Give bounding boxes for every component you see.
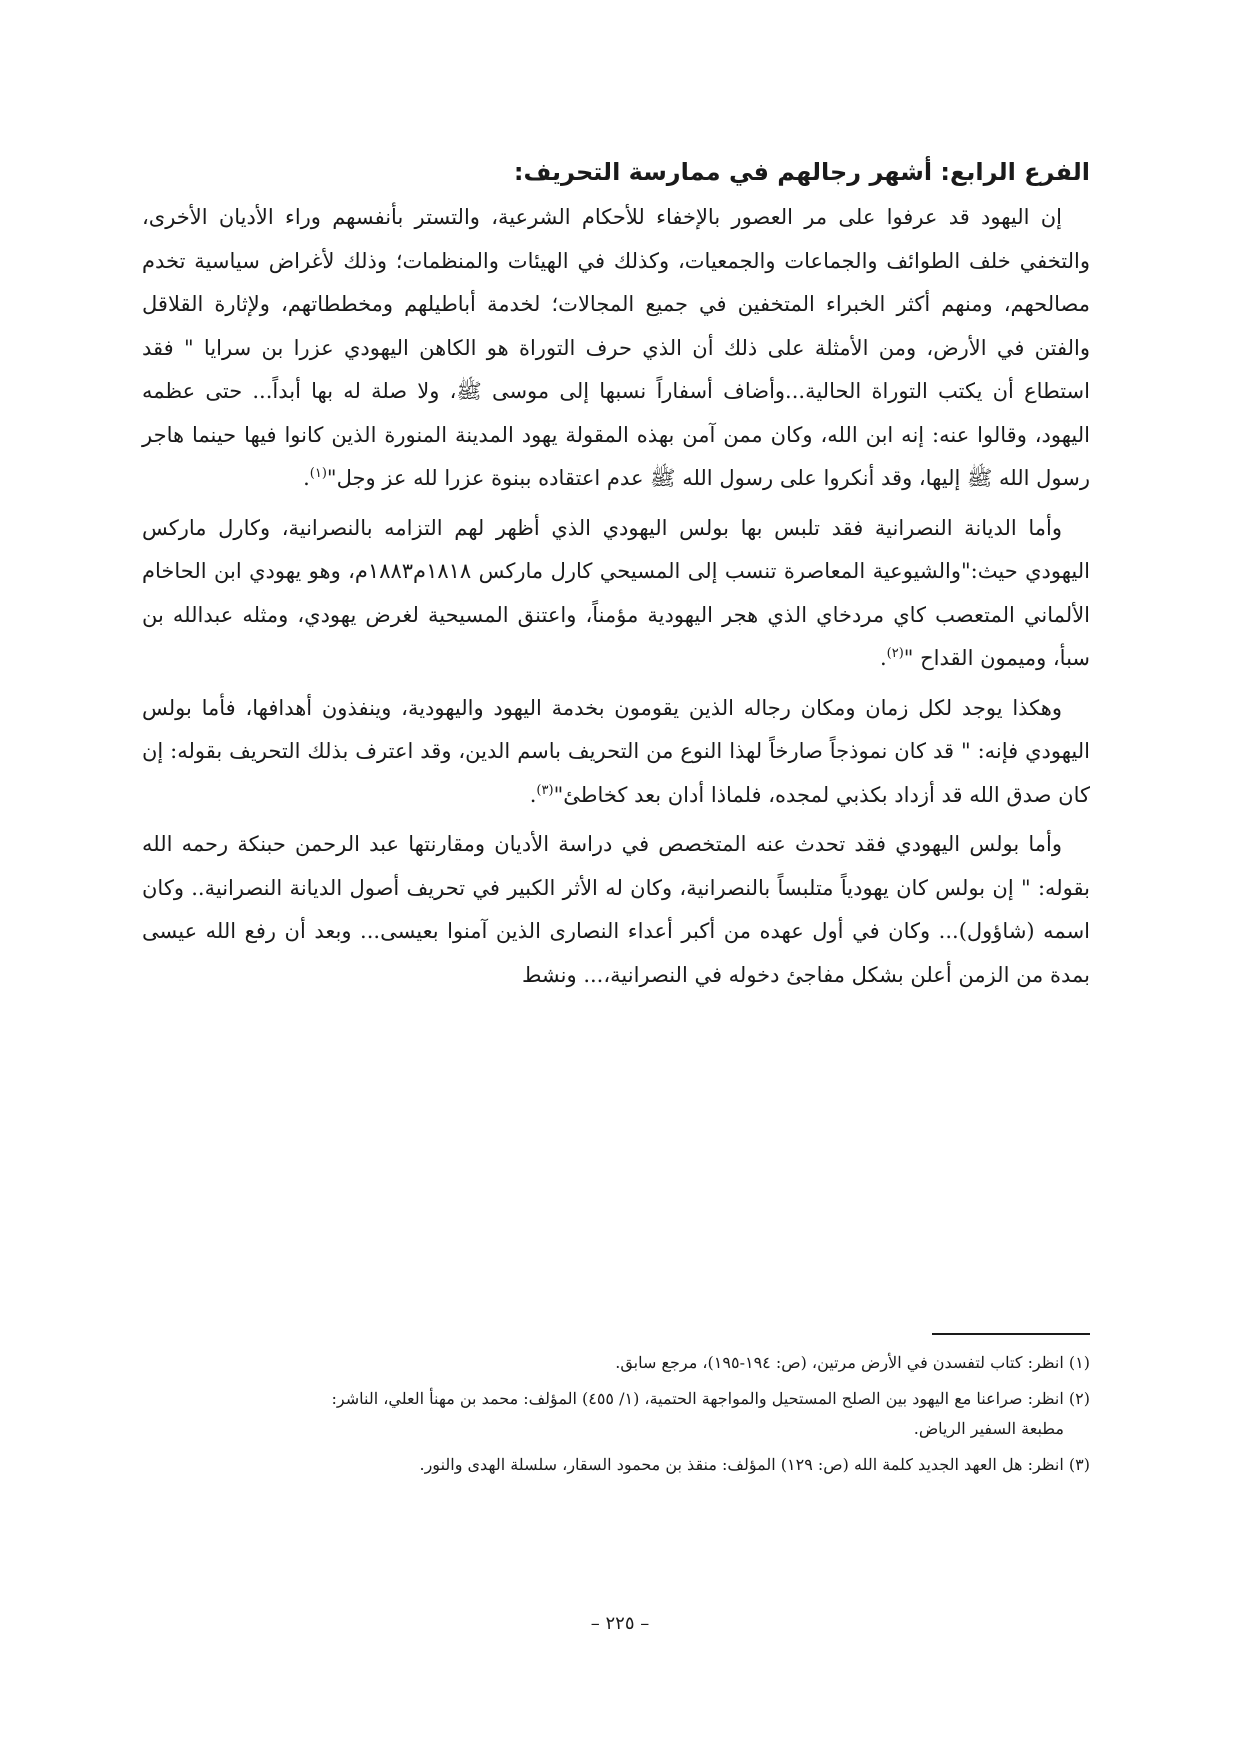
paragraph-end: . [879,646,887,670]
footnote-ref-2[interactable]: (٢) [886,646,904,661]
paragraph-2 [142,507,1090,681]
section-heading: الفرع الرابع: أشهر رجالهم في ممارسة التحريف: [513,158,1090,186]
paragraph-text: وأما الديانة النصرانية فقد تلبس بها بولس اليهودي الذي أظهر لهم التزامه بالنصرانية، وكارل ماركس اليهودي حيث:"والشيوعية المعاصرة تنسب إلى المسيحي كارل ماركس ١٨١٨م١٨٨٣م، وهو يهودي ابن الحاخام الألماني المتعصب كاي مردخاي الذي هجر اليهودية مؤمناً، واعتنق المسيحية لغرض يهودي، ومثله عبدالله بن سبأ، وميمون القداح " [142,515,1090,670]
paragraph-end: . [303,466,310,490]
footnote-text: (٣) انظر: هل العهد الجديد كلمة الله (ص: ١٢٩) المؤلف: منقذ بن محمود السقار، سلسلة الهدى والنور. [419,1455,1090,1474]
paragraph-text: وأما بولس اليهودي فقد تحدث عنه المتخصص في دراسة الأديان ومقارنتها عبد الرحمن حبنكة رحمه الله بقوله: " إن بولس كان يهودياً متلبساً بالنصرانية، وكان له الأثر الكبير في تحريف أصول الديانة النصرانية.. وكان اسمه (شاؤول)... وكان في أول عهده من أكبر أعداء النصارى الذين آمنوا بعيسى... وبعد أن رفع الله عيسى بمدة من الزمن أعلن بشكل مفاجئ دخوله في النصرانية،... ونشط [142,832,1090,987]
footnote-text: (٢) انظر: صراعنا مع اليهود بين الصلح المستحيل والمواجهة الحتمية، (١/ ٤٥٥) المؤلف: محمد بن مهنأ العلي، الناشر: [331,1389,1090,1408]
footnote-ref-1[interactable]: (١) [309,466,327,481]
footnotes [142,1348,1090,1486]
paragraph-3 [142,687,1090,818]
paragraph-text: إن اليهود قد عرفوا على مر العصور بالإخفاء للأحكام الشرعية، والتستر بأنفسهم وراء الأديان الأخرى، والتخفي خلف الطوائف والجماعات والجمعيات، وكذلك في الهيئات والمنظمات؛ وذلك لأغراض سياسية تخدم مصالحهم، ومنهم أكثر الخبراء المتخفين في جميع المجالات؛ لخدمة أباطيلهم ومخططاتهم، ولإثارة القلاقل والفتن في الأرض، ومن الأمثلة على ذلك أن الذي حرف التوراة هو الكاهن اليهودي عزرا بن سرايا " فقد استطاع أن يكتب التوراة الحالية...وأضاف أسفاراً نسبها إلى موسى ﷺ، ولا صلة له بها أبداً... حتى عظمه اليهود، وقالوا عنه: إنه ابن الله، وكان ممن آمن بهذه المقولة يهود المدينة المنورة الذين كانوا فيها حينما هاجر رسول الله ﷺ إليها، وقد أنكروا على رسول الله ﷺ عدم اعتقاده ببنوة عزرا لله عز وجل" [142,205,1090,490]
main-text [142,150,1090,1003]
paragraph-end: . [529,782,537,807]
footnote-text: (١) انظر: كتاب لتفسدن في الأرض مرتين، (ص: ١٩٤-١٩٥)، مرجع سابق. [615,1353,1090,1372]
footnote-3 [142,1450,1090,1480]
paragraph-1 [142,196,1090,501]
page-number: – ٢٢٥ – [590,1613,650,1634]
paragraph-text: وهكذا يوجد لكل زمان ومكان رجاله الذين يقومون بخدمة اليهود واليهودية، وينفذون أهدافها، فأما بولس اليهودي فإنه: " قد كان نموذجاً صارخاً لهذا النوع من التحريف باسم الدين، وقد اعترف بذلك التحريف بقوله: إن كان صدق الله قد أزداد بكذبي لمجده، فلماذا أدان بعد كخاطئ" [142,695,1090,807]
footnote-1 [142,1348,1090,1378]
footnote-ref-3[interactable]: (٣) [536,782,554,798]
paragraph-4 [142,823,1090,997]
footnote-separator [932,1333,1090,1335]
footnote-continuation: مطبعة السفير الرياض. [913,1419,1064,1438]
footnote-2 [142,1384,1090,1444]
